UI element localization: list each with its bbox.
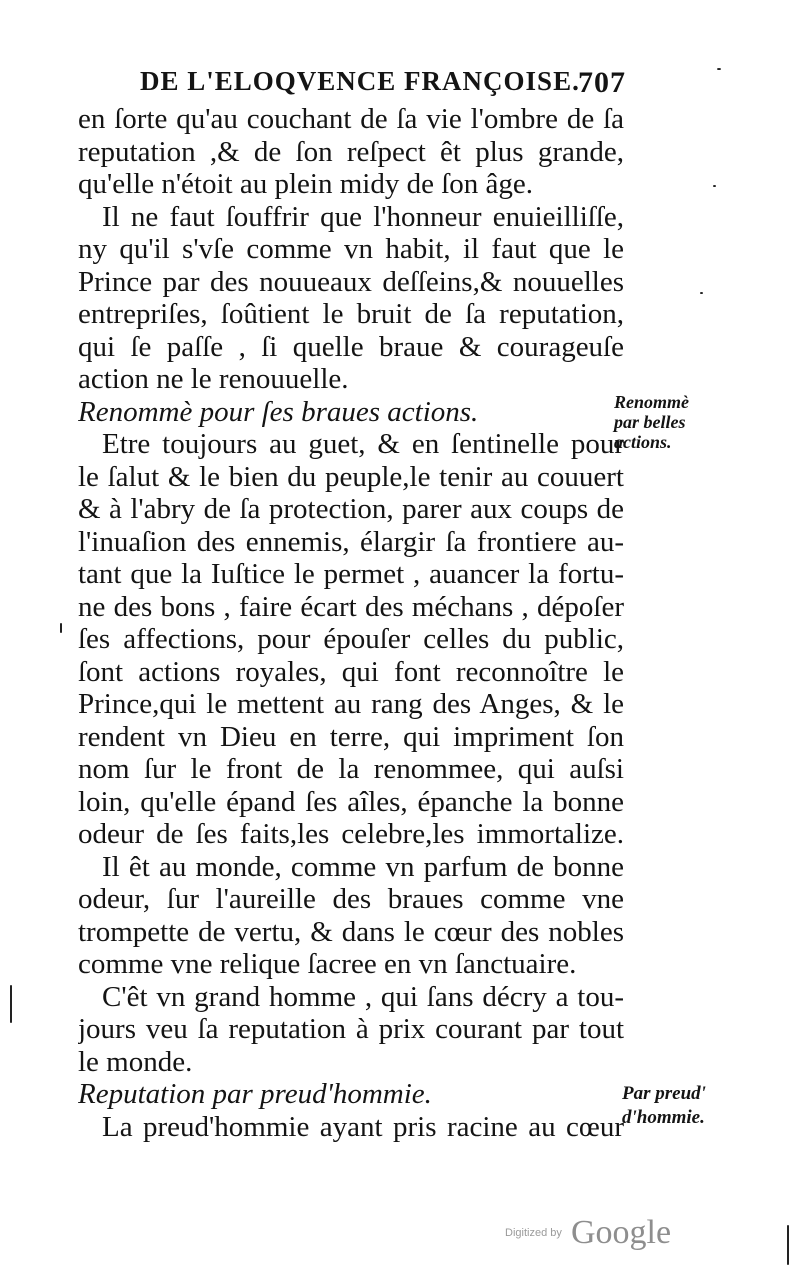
text-line: qui ſe paſſe , ſi quelle braue & courageuſe	[78, 330, 624, 363]
text-line: rendent vn Dieu en terre, qui impriment ſon	[78, 720, 624, 753]
digitized-watermark	[505, 1214, 671, 1252]
text-line: trompette de vertu, & dans le cœur des nobles	[78, 915, 624, 948]
text-line: ne des bons , faire écart des méchans , dépoſer	[78, 590, 624, 623]
text-line: comme vne relique ſacree en vn ſanctuaire.	[78, 948, 577, 980]
section-heading: Reputation par preud'hommie.	[78, 1078, 432, 1110]
body-text	[78, 103, 624, 1143]
margin-note-line: d'hommie.	[622, 1107, 705, 1128]
running-head-title: DE L'ELOQVENCE FRANÇOISE.	[140, 66, 580, 96]
text-line: jours veu ſa reputation à prix courant par tout	[78, 1013, 624, 1045]
watermark-caption: Digitized by	[505, 1227, 562, 1239]
ink-speck	[717, 68, 721, 70]
text-line: odeur de ſes faits,les celebre,les immortalize.	[78, 818, 624, 850]
margin-note-line: par belles	[614, 412, 686, 432]
running-head	[140, 66, 626, 106]
text-line: odeur, ſur l'aureille des braues comme vne	[78, 883, 624, 915]
text-line: reputation ,& de ſon reſpect êt plus grande,	[78, 135, 624, 168]
text-line: C'êt vn grand homme , qui ſans décry a tou-	[102, 980, 624, 1013]
text-line: ſes affections, pour épouſer celles du public,	[78, 623, 624, 655]
ink-speck	[60, 623, 62, 633]
section-heading: Renommè pour ſes braues actions.	[78, 395, 479, 428]
text-line: le monde.	[78, 1045, 193, 1078]
text-line: ny qu'il s'vſe comme vn habit, il faut que le	[78, 233, 624, 265]
ink-speck	[787, 1225, 789, 1265]
text-line: l'inuaſion des ennemis, élargir ſa frontiere au-	[78, 525, 624, 558]
ink-speck	[700, 292, 703, 294]
text-line: entrepriſes, ſoûtient le bruit de ſa reputation,	[78, 298, 624, 330]
text-line: tant que la Iuſtice le permet , auancer la fortu-	[78, 558, 624, 590]
text-line: qu'elle n'étoit au plein midy de ſon âge.	[78, 168, 533, 200]
margin-note-line: Par preud'	[622, 1083, 706, 1104]
text-line: ſont actions royales, qui font reconnoître le	[78, 655, 624, 688]
text-line: loin, qu'elle épand ſes aîles, épanche la bonne	[78, 785, 624, 818]
text-line: & à l'abry de ſa protection, parer aux coups de	[78, 493, 624, 525]
text-line: La preud'hommie ayant pris racine au cœur	[102, 1110, 624, 1143]
margin-note-renomme	[614, 392, 689, 452]
text-line: Etre toujours au guet, & en ſentinelle pour	[102, 428, 624, 460]
google-logo-text: Google	[570, 1214, 672, 1251]
margin-note-preudhommie	[622, 1082, 706, 1130]
margin-note-line: Renommè	[614, 392, 689, 412]
text-line: Prince par des nouueaux deſſeins,& nouuelles	[78, 265, 624, 298]
ink-speck	[10, 985, 12, 1023]
text-line: le ſalut & le bien du peuple,le tenir au couuert	[78, 460, 624, 493]
ink-speck	[713, 185, 716, 187]
text-line: Il ne faut ſouffrir que l'honneur enuieilliſſe,	[102, 200, 624, 233]
text-line: en ſorte qu'au couchant de ſa vie l'ombre de ſa	[78, 103, 624, 135]
text-line: nom ſur le front de la renommee, qui auſsi	[78, 753, 624, 785]
margin-note-line: actions.	[614, 432, 672, 452]
text-line: action ne le renouuelle.	[78, 363, 349, 395]
text-line: Prince,qui le mettent au rang des Anges, & le	[78, 688, 624, 720]
text-line: Il êt au monde, comme vn parfum de bonne	[102, 850, 624, 883]
page-number: 707	[578, 66, 626, 99]
